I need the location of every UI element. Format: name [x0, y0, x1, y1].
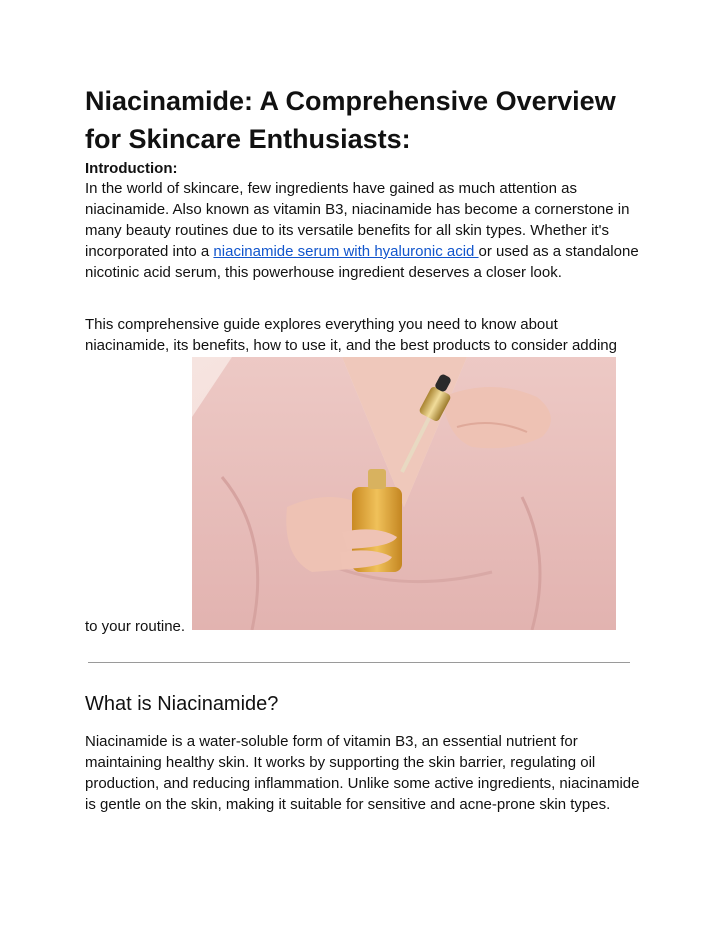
intro-label: Introduction:	[85, 160, 178, 177]
page-title: Niacinamide: A Comprehensive Overview for Skincare Enthusiasts:	[85, 86, 616, 154]
section-divider	[88, 662, 630, 663]
guide-paragraph-tail: to your routine.	[85, 618, 186, 635]
guide-paragraph: This comprehensive guide explores everything you need to know about niacinamide, its benefits, how to use it, and the best products to consider adding	[85, 316, 617, 354]
intro-text-after-link: or used as a standalone nicotinic acid serum, this powerhouse ingredient deserves a closer look.	[85, 243, 639, 281]
niacinamide-serum-link[interactable]: niacinamide serum with hyaluronic acid	[213, 243, 479, 260]
intro-paragraph	[85, 178, 645, 283]
section-paragraph: Niacinamide is a water-soluble form of vitamin B3, an essential nutrient for maintaining healthy skin. It works by supporting the skin barrier, regulating oil production, and reducing inflammation. Unlike some active ingredients, niacinamide is gentle on the skin, making it suitable for sensitive and acne-prone skin types.	[85, 733, 640, 813]
intro-text-before-link: In the world of skincare, few ingredients have gained as much attention as niacinamide. Also known as vitamin B3, niacinamide has become a cornerstone in many beauty routines due to its versatile benefits for all skin types. Whether it's incorporated into a	[85, 180, 630, 260]
serum-dropper-photo	[192, 357, 616, 630]
section-heading: What is Niacinamide?	[85, 693, 279, 715]
photo-illustration	[192, 357, 616, 630]
